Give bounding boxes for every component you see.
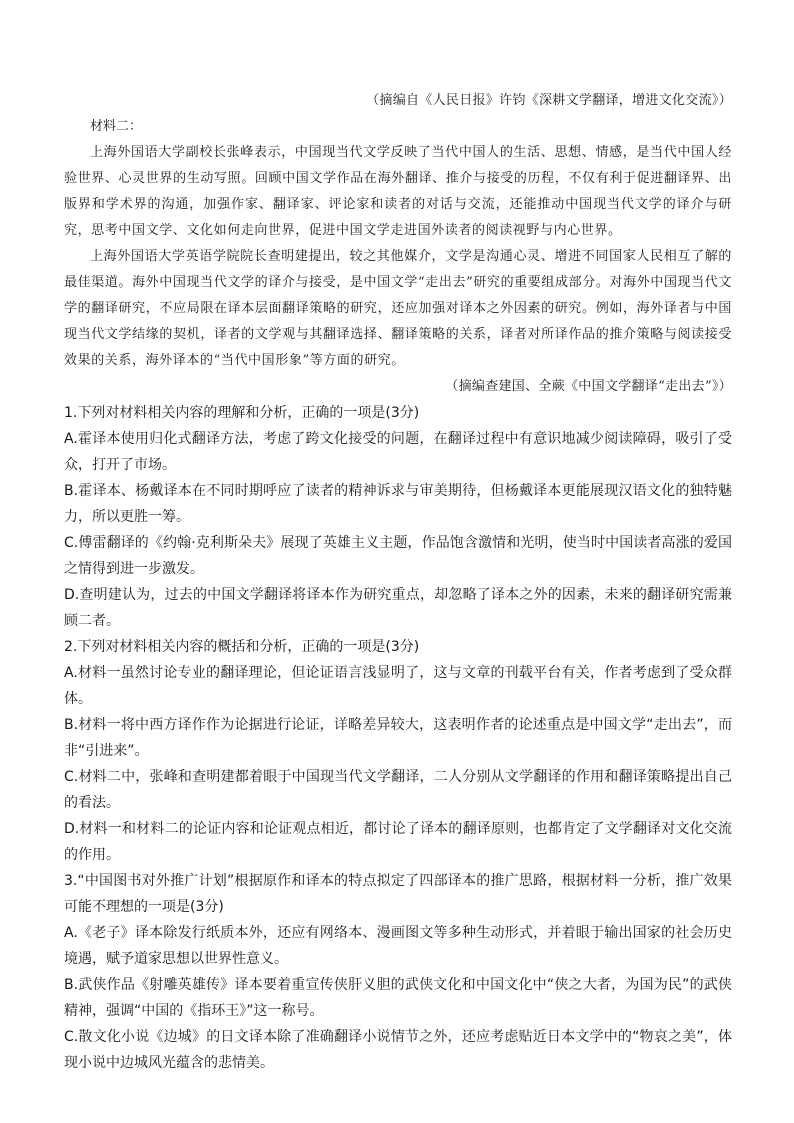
- question-3-stem: 3.“中国图书对外推广计划”根据原作和译本的特点拟定了四部译本的推广思路，根据材料一分析，推广效果可能不理想的一项是(3分): [64, 873, 732, 915]
- question-2-option-a: A.材料一虽然讨论专业的翻译理论，但论证语言浅显明了，这与文章的刊载平台有关，作者考虑到了受众群体。: [64, 665, 732, 707]
- question-1-option-a: A.霍译本使用归化式翻译方法，考虑了跨文化接受的问题，在翻译过程中有意识地减少阅读障碍，吸引了受众，打开了市场。: [64, 431, 732, 473]
- question-2-option-d: D.材料一和材料二的论证内容和论证观点相近，都讨论了译本的翻译原则，也都肯定了文学翻译对文化交流的作用。: [64, 821, 732, 863]
- question-2-stem: 2.下列对材料相关内容的概括和分析，正确的一项是(3分): [64, 639, 420, 655]
- material1-source: （摘编自《人民日报》许钧《深耕文学翻译，增进文化交流》）: [366, 93, 732, 108]
- question-1-stem: 1.下列对材料相关内容的理解和分析，正确的一项是(3分): [64, 405, 420, 421]
- question-2-option-c: C.材料二中，张峰和查明建都着眼于中国现当代文学翻译，二人分别从文学翻译的作用和翻译策略提出自己的看法。: [64, 769, 732, 811]
- material2-paragraph-2: 上海外国语大学英语学院院长查明建提出，较之其他媒介，文学是沟通心灵、增进不同国家人民相互了解的最佳渠道。海外中国现当代文学的译介与接受，是中国文学“走出去”研究的重要组成部分。对海外中国现当代文学的翻译研究，不应局限在译本层面翻译策略的研究，还应加强对译本之外因素的研究。例如，海外译者与中国现当代文学结缘的契机，译者的文学观与其翻译选择、翻译策略的关系，译者对所译作品的推介策略与阅读接受效果的关系，海外译本的“当代中国形象”等方面的研究。: [64, 249, 732, 368]
- material2-label: 材料二：: [90, 119, 143, 134]
- question-3-option-b: B.武侠作品《射雕英雄传》译本要着重宣传侠肝义胆的武侠文化和中国文化中“侠之大者，为国为民”的武侠精神，强调“中国的《指环王》”这一称号。: [64, 977, 732, 1019]
- question-1-option-b: B.霍译本、杨戴译本在不同时期呼应了读者的精神诉求与审美期待，但杨戴译本更能展现汉语文化的独特魅力，所以更胜一筹。: [64, 483, 732, 525]
- question-3-option-a: A.《老子》译本除发行纸质本外，还应有网络本、漫画图文等多种生动形式，并着眼于输出国家的社会历史境遇，赋予道家思想以世界性意义。: [64, 925, 732, 967]
- question-1-option-d: D.查明建认为，过去的中国文学翻译将译本作为研究重点，却忽略了译本之外的因素，未来的翻译研究需兼顾二者。: [64, 587, 732, 629]
- material2-paragraph-1: 上海外国语大学副校长张峰表示，中国现当代文学反映了当代中国人的生活、思想、情感，是当代中国人经验世界、心灵世界的生动写照。回顾中国文学作品在海外翻译、推介与接受的历程，不仅有利于促进翻译界、出版界和学术界的沟通，加强作家、翻译家、评论家和读者的对话与交流，还能推动中国现当代文学的译介与研究，思考中国文学、文化如何走向世界，促进中国文学走进国外读者的阅读视野与内心世界。: [64, 145, 732, 238]
- question-2-option-b: B.材料一将中西方译作作为论据进行论证，详略差异较大，这表明作者的论述重点是中国文学“走出去”，而非“引进来”。: [64, 717, 732, 759]
- question-1-option-c: C.傅雷翻译的《约翰·克利斯朵夫》展现了英雄主义主题，作品饱含激情和光明，使当时中国读者高涨的爱国之情得到进一步激发。: [64, 535, 732, 577]
- question-3-option-c: C.散文化小说《边城》的日文译本除了准确翻译小说情节之外，还应考虑贴近日本文学中的“物哀之美”，体现小说中边城风光蕴含的悲情美。: [64, 1029, 732, 1071]
- document-page: [64, 88, 732, 1076]
- material2-source: （摘编查建国、全蕨《中国文学翻译“走出去”》）: [445, 379, 732, 394]
